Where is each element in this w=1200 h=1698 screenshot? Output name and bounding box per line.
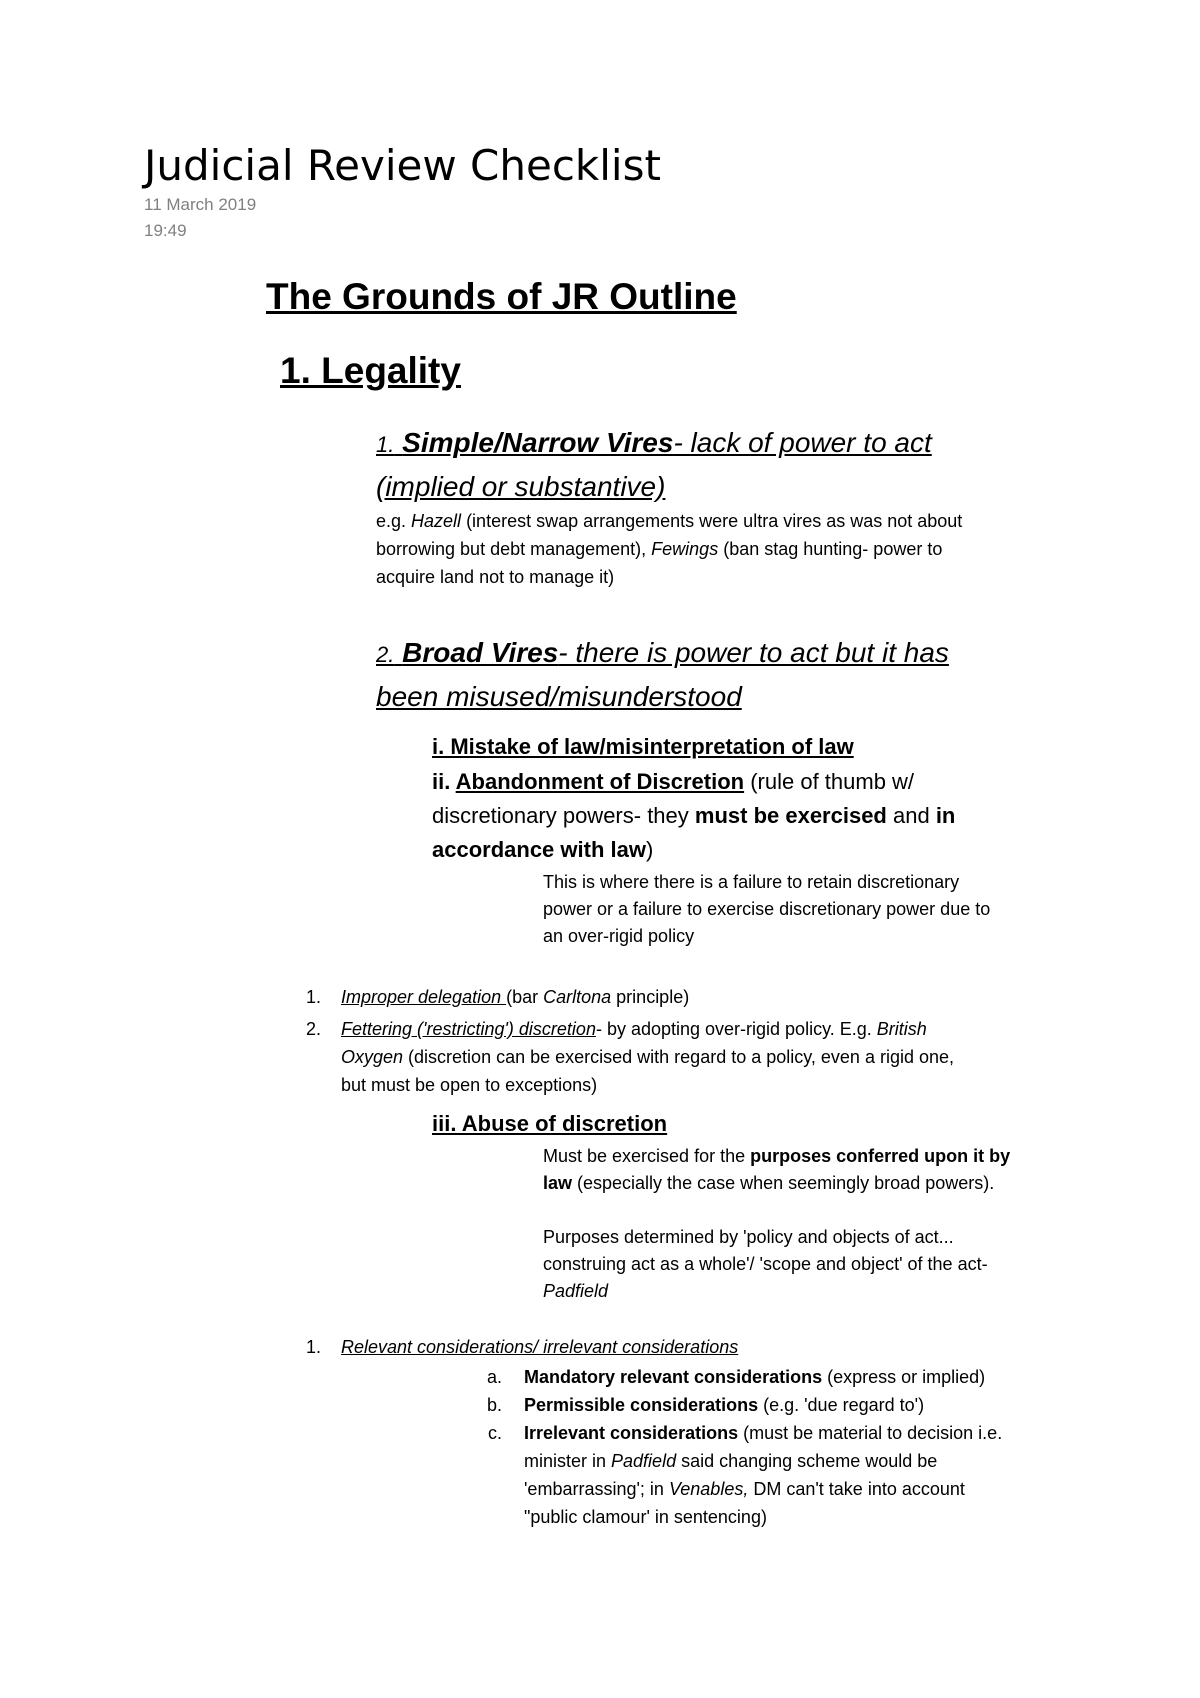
abuse-text: Must be exercised for the xyxy=(543,1146,751,1166)
irrelevant-text: (must be material to decision i.e. xyxy=(738,1423,1003,1443)
fettering-text: - by adopting over-rigid policy. E.g. xyxy=(595,1019,877,1039)
irrelevant-text-3: said changing scheme would be xyxy=(676,1451,938,1471)
abuse-para-1 xyxy=(543,1143,1010,1170)
broad-vires-desc: - there is power to act but it has xyxy=(558,637,949,668)
irrelevant-text-5: DM can't take into account xyxy=(748,1479,965,1499)
mandatory-considerations: Mandatory relevant considerations xyxy=(524,1367,823,1387)
simple-vires-number: 1. xyxy=(376,432,395,457)
law-bold: law xyxy=(543,1173,573,1193)
delegation-text-2: principle) xyxy=(611,987,690,1007)
sublist-item-permissible xyxy=(524,1391,924,1419)
fettering-text-2: (discretion can be exercised with regard to a policy, even a rigid one, xyxy=(403,1047,955,1067)
abandonment-note-2: power or a failure to exercise discretionary power due to xyxy=(543,899,991,919)
outline-heading: The Grounds of JR Outline xyxy=(266,276,737,317)
page-title: Judicial Review Checklist xyxy=(144,141,661,190)
sublist-marker-c: c. xyxy=(487,1423,502,1443)
broad-vires-heading-cont xyxy=(376,675,742,719)
abandonment-rest: (rule of thumb w/ xyxy=(744,769,915,794)
permissible-text: (e.g. 'due regard to') xyxy=(758,1395,925,1415)
broad-vires-desc-2: been misused/misunderstood xyxy=(376,681,742,712)
mistake-of-law-heading xyxy=(432,730,854,763)
sublist-marker-b: b. xyxy=(486,1395,502,1415)
abandonment-text: discretionary powers- they xyxy=(432,803,695,828)
mandatory-text: (express or implied) xyxy=(822,1367,986,1387)
case-fewings: Fewings xyxy=(651,539,719,559)
case-padfield: Padfield xyxy=(543,1281,609,1301)
example-text: borrowing but debt management), xyxy=(376,539,652,559)
list-item-fettering xyxy=(341,1015,927,1043)
abuse-of-discretion: iii. Abuse of discretion xyxy=(432,1111,668,1136)
sublist-item-irrelevant-2 xyxy=(524,1447,937,1475)
irrelevant-text-2: minister in xyxy=(524,1451,612,1471)
broad-vires-number: 2. xyxy=(376,642,395,667)
considerations-term: Relevant considerations/ irrelevant considerations xyxy=(341,1337,739,1357)
abuse-para-2-line-2: construing act as a whole'/ 'scope and object' of the act- xyxy=(543,1254,988,1274)
case-british: British xyxy=(876,1019,927,1039)
abandonment-note-1: This is where there is a failure to retain discretionary xyxy=(543,872,960,892)
simple-vires-desc: - lack of power to act xyxy=(673,427,932,458)
broad-vires-heading xyxy=(376,631,949,677)
purposes-conferred: purposes conferred upon it by xyxy=(750,1146,1011,1166)
irrelevant-considerations: Irrelevant considerations xyxy=(524,1423,739,1443)
case-hazell: Hazell xyxy=(411,511,462,531)
list-marker: 2. xyxy=(305,1019,321,1039)
page-time: 19:49 xyxy=(144,221,187,240)
simple-vires-heading-cont xyxy=(376,465,665,509)
abuse-para-2: Purposes determined by 'policy and objects of act... xyxy=(543,1227,954,1247)
section-heading-legality: 1. Legality xyxy=(280,350,461,391)
abandonment-line-3 xyxy=(432,833,653,866)
list-item-fettering-3: but must be open to exceptions) xyxy=(341,1075,598,1095)
permissible-considerations: Permissible considerations xyxy=(524,1395,759,1415)
broad-vires-term: Broad Vires xyxy=(402,637,559,668)
abuse-para-1-line-2 xyxy=(543,1170,994,1197)
must-be-exercised: must be exercised xyxy=(694,803,887,828)
list-marker: 1. xyxy=(305,987,321,1007)
abandonment-and: and xyxy=(886,803,936,828)
abuse-text-2: (especially the case when seemingly broad powers). xyxy=(572,1173,995,1193)
irrelevant-text-4: 'embarrassing'; in xyxy=(524,1479,669,1499)
simple-vires-heading xyxy=(376,421,932,467)
case-oxygen: Oxygen xyxy=(341,1047,404,1067)
hazell-text: (interest swap arrangements were ultra vires as was not about xyxy=(461,511,963,531)
simple-vires-term: Simple/Narrow Vires xyxy=(402,427,674,458)
case-carltona: Carltona xyxy=(543,987,612,1007)
fewings-text: (ban stag hunting- power to xyxy=(718,539,943,559)
list-marker: 1. xyxy=(305,1337,321,1357)
close-paren: ) xyxy=(645,837,654,862)
simple-vires-example-3: acquire land not to manage it) xyxy=(376,567,615,587)
case-padfield-2: Padfield xyxy=(611,1451,677,1471)
list-item-improper-delegation xyxy=(341,983,689,1011)
mistake-of-law: i. Mistake of law/misinterpretation of law xyxy=(432,734,854,759)
abandonment-in: in xyxy=(935,803,956,828)
simple-vires-example-2 xyxy=(376,535,942,563)
page-date: 11 March 2019 xyxy=(144,195,257,214)
simple-vires-desc-2: (implied or substantive) xyxy=(376,471,666,502)
sublist-item-irrelevant-4: "public clamour' in sentencing) xyxy=(524,1507,767,1527)
sublist-item-mandatory xyxy=(524,1363,985,1391)
abandonment-term: Abandonment of Discretion xyxy=(455,769,745,794)
abandonment-number: ii. xyxy=(432,769,456,794)
eg-prefix: e.g. xyxy=(376,511,412,531)
list-item-fettering-2 xyxy=(341,1043,954,1071)
simple-vires-example xyxy=(376,507,962,535)
fettering-term: Fettering ('restricting') discretion xyxy=(341,1019,596,1039)
abandonment-heading xyxy=(432,765,914,798)
list-item-considerations xyxy=(341,1333,738,1361)
abandonment-note-3: an over-rigid policy xyxy=(543,926,695,946)
improper-delegation-term: Improper delegation xyxy=(341,987,507,1007)
accordance-with-law: accordance with law xyxy=(432,837,646,862)
abandonment-line-2 xyxy=(432,799,955,832)
abuse-heading xyxy=(432,1107,667,1140)
case-venables: Venables, xyxy=(668,1479,749,1499)
sublist-marker-a: a. xyxy=(486,1367,502,1387)
delegation-text: (bar xyxy=(506,987,544,1007)
sublist-item-irrelevant xyxy=(524,1419,1002,1447)
sublist-item-irrelevant-3 xyxy=(524,1475,965,1503)
